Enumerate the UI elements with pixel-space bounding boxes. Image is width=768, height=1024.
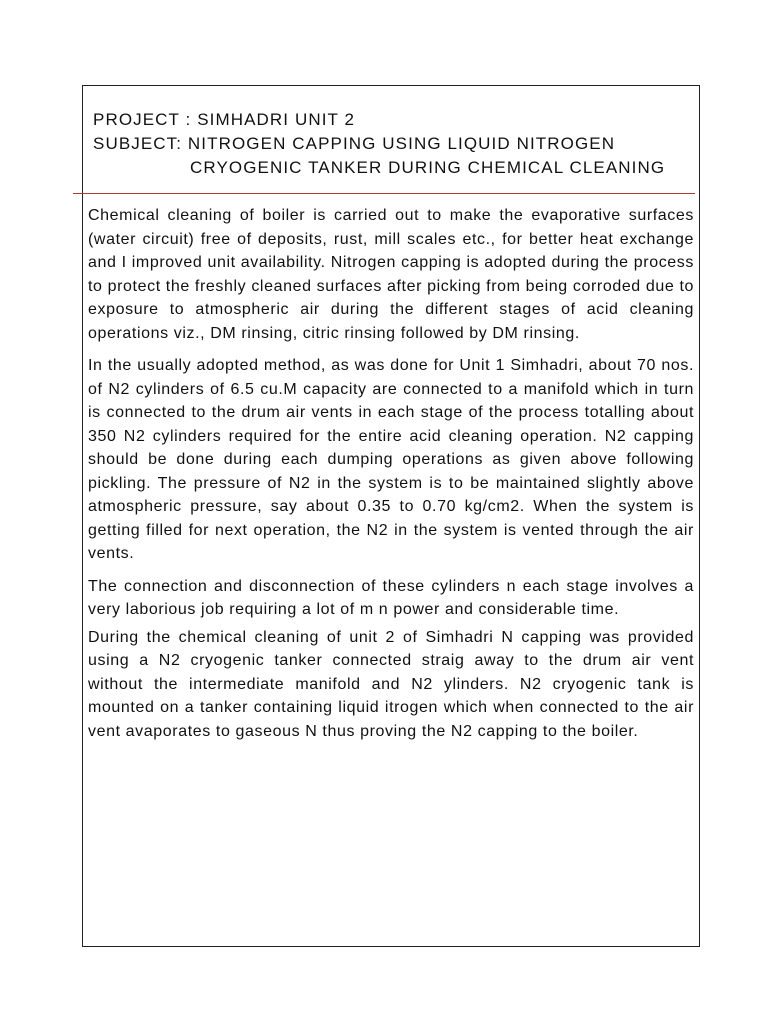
paragraph-1: Chemical cleaning of boiler is carried out to make the evaporative surfaces (water circuit) free of deposits, rust, mill scales etc., for better heat exchange and I improved unit availability. Nitrogen capping is adopted during the process to protect the freshly cleaned surfaces after picking from being corroded due to exposure to atmospheric air during the different stages of acid cleaning operations viz., DM rinsing, citric rinsing followed by DM rinsing. (88, 207, 694, 342)
paragraph-2: In the usually adopted method, as was done for Unit 1 Simhadri, about 70 nos. of N2 cylinders of 6.5 cu.M capacity are connected to a manifold which in turn is connected to the drum air vents in each stage of the process totalling about 350 N2 cylinders required for the entire acid cleaning operation. N2 capping should be done during each dumping operations as given above following pickling. The pressure of N2 in the system is to be maintained slightly above atmospheric pressure, say about 0.35 to 0.70 kg/cm2. When the system is getting filled for next operation, the N2 in the system is vented through the air vents. (88, 357, 694, 562)
paragraph-4: During the chemical cleaning of unit 2 of Simhadri N capping was provided using a N2 cryogenic tanker connected straig away to the drum air vent without the intermediate manifold and N2 ylinders. N2 cryogenic tank is mounted on a tanker containing liquid itrogen which when connected to the air vent avaporates to gaseous N thus proving the N2 capping to the boiler. (88, 628, 694, 740)
paragraph-3: The connection and disconnection of these cylinders n each stage involves a very laborious job requiring a lot of m n power and considerable time. (88, 577, 694, 618)
document-body (88, 204, 694, 752)
document-header (93, 108, 693, 180)
header-divider (73, 193, 695, 194)
project-line: PROJECT : SIMHADRI UNIT 2 (93, 110, 356, 129)
subject-continuation: CRYOGENIC TANKER DURING CHEMICAL CLEANING (190, 158, 666, 177)
subject-line: SUBJECT: NITROGEN CAPPING USING LIQUID NITROGEN (93, 134, 616, 153)
